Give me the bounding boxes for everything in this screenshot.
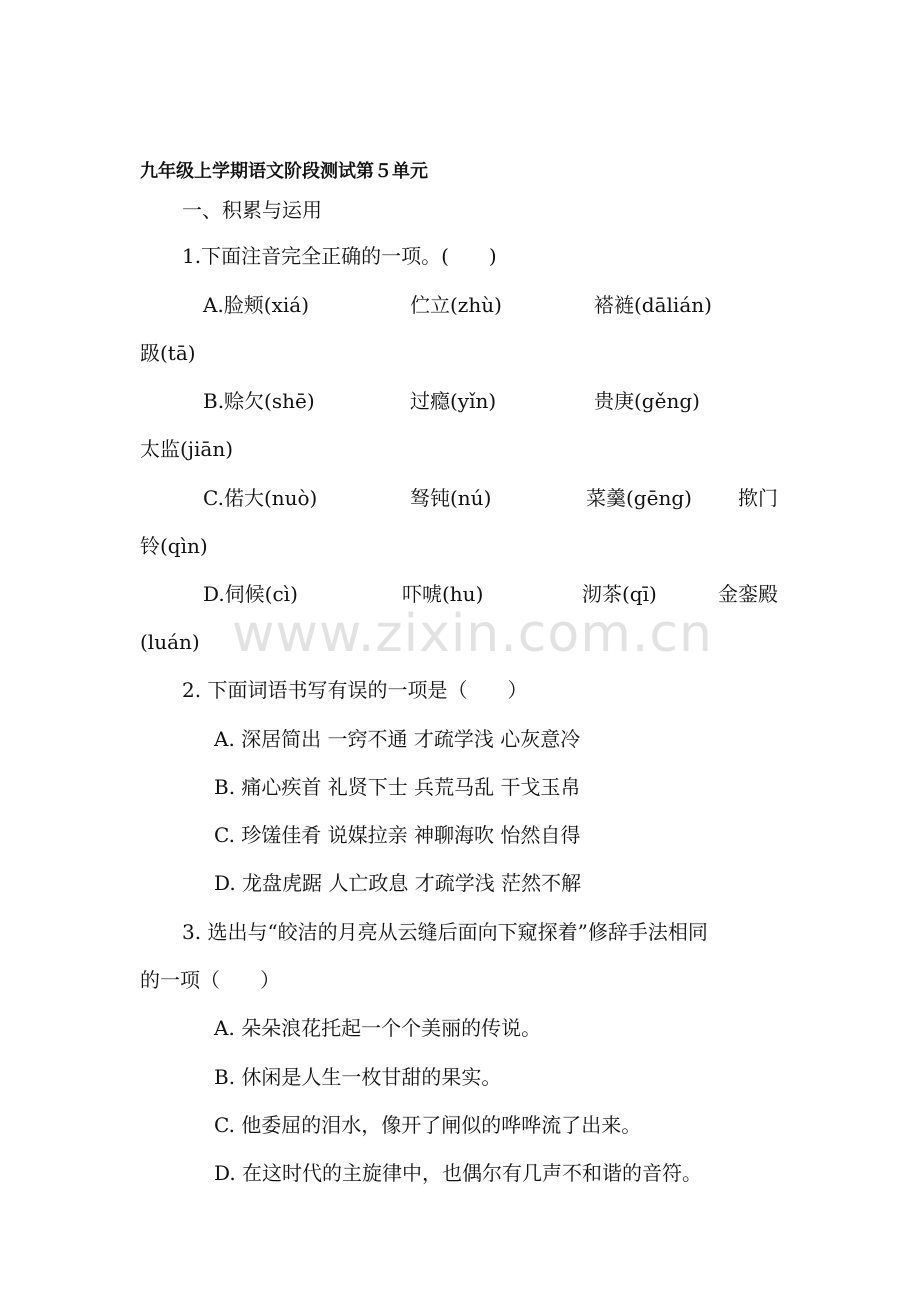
q1-option-c-item: 驽钝(nú) bbox=[410, 486, 492, 510]
q1-option-c-item: 揿门 bbox=[738, 486, 778, 510]
q1-option-d-item: 金銮殿 bbox=[718, 582, 778, 606]
q1-option-d-item: 沏茶(qī) bbox=[582, 582, 657, 606]
q2-stem: 2. 下面词语书写有误的一项是（ ） bbox=[182, 678, 528, 702]
q1-option-d-item: (luán) bbox=[140, 630, 200, 654]
q3-option: A. 朵朵浪花托起一个个美丽的传说。 bbox=[214, 1016, 542, 1040]
q1-option-b-item: B.赊欠(shē) bbox=[203, 389, 315, 413]
watermark: www.zixin.com.cn bbox=[232, 604, 713, 664]
q1-option-d-item: 吓唬(hu) bbox=[402, 582, 484, 606]
q2-option: B. 痛心疾首 礼贤下士 兵荒马乱 干戈玉帛 bbox=[214, 775, 581, 799]
q2-option: A. 深居简出 一窍不通 才疏学浅 心灰意冷 bbox=[214, 727, 581, 751]
q1-option-b-item: 过瘾(yǐn) bbox=[410, 389, 497, 413]
q1-option-b-item: 贵庚(gěng) bbox=[594, 389, 700, 413]
q1-option-c-item: C.偌大(nuò) bbox=[203, 486, 318, 510]
q3-option: D. 在这时代的主旋律中，也偶尔有几声不和谐的音符。 bbox=[214, 1161, 703, 1185]
q2-option: D. 龙盘虎踞 人亡政息 才疏学浅 茫然不解 bbox=[214, 871, 582, 895]
q1-option-c-item: 铃(qìn) bbox=[140, 534, 208, 558]
q1-option-c-item: 菜羹(gēng) bbox=[586, 486, 692, 510]
q1-option-a-item: 褡裢(dālián) bbox=[594, 293, 712, 317]
q3-option: B. 休闲是人生一枚甘甜的果实。 bbox=[214, 1065, 502, 1089]
q3-stem-continued: 的一项（ ） bbox=[140, 968, 280, 992]
q1-stem: 1.下面注音完全正确的一项。( ) bbox=[182, 244, 497, 268]
q1-option-d-item: D.伺候(cì) bbox=[203, 582, 298, 606]
q1-option-a-item: A.脸颊(xiá) bbox=[203, 293, 310, 317]
q1-option-a-item: 趿(tā) bbox=[140, 341, 196, 365]
q1-option-b-item: 太监(jiān) bbox=[140, 437, 234, 461]
section-heading: 一、积累与运用 bbox=[182, 198, 322, 222]
q3-option: C. 他委屈的泪水，像开了闸似的哗哗流了出来。 bbox=[214, 1113, 642, 1137]
document-title: 九年级上学期语文阶段测试第５单元 bbox=[140, 161, 428, 182]
q2-option: C. 珍馐佳肴 说媒拉亲 神聊海吹 怡然自得 bbox=[214, 823, 581, 847]
q1-option-a-item: 伫立(zhù) bbox=[410, 293, 502, 317]
q3-stem: 3. 选出与“皎洁的月亮从云缝后面向下窥探着”修辞手法相同 bbox=[182, 920, 708, 944]
